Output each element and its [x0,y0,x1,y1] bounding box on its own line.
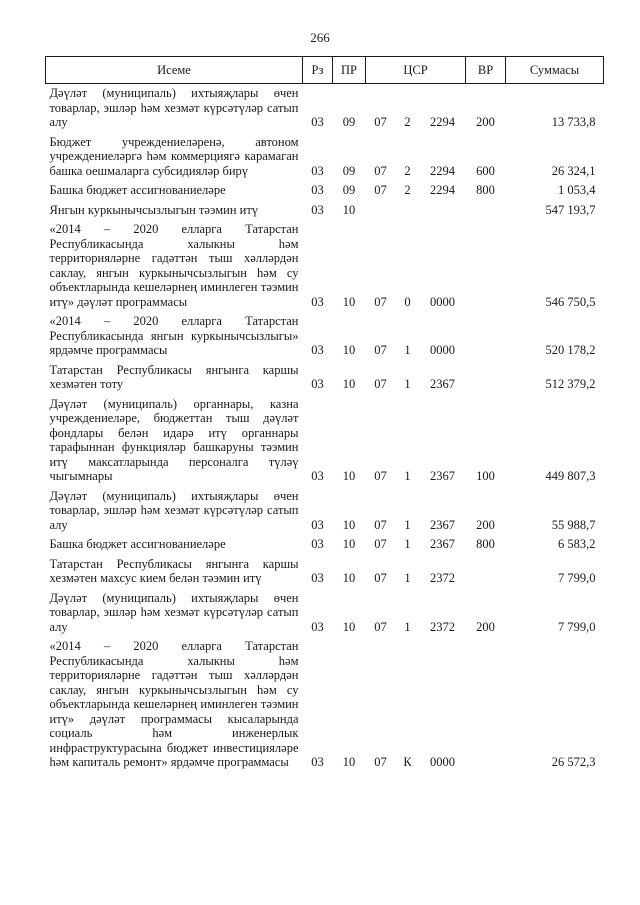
row-csr-part2: 1 [404,469,411,483]
row-sum: 7 799,0 [558,619,596,634]
row-vr: 600 [476,163,495,178]
row-name: Дәүләт (муниципаль) органнары, казна учреждениеләре, бюджеттан тыш дәүләт фондлары белән идарә итү органнары тарафыннан функцияләр башкаруны тәэмин итү максатларында персоналга түләү чыгымнары [49,396,299,483]
row-csr-part3: 0000 [430,343,455,357]
row-csr-part3: 2367 [430,537,455,551]
row-csr-part3: 0000 [430,294,455,309]
row-csr-part3: 0000 [430,755,455,769]
header-rz: Рз [303,57,333,84]
row-rz: 03 [311,469,324,483]
row-rz: 03 [311,537,324,551]
row-sum: 55 988,7 [551,517,596,532]
header-csr: ЦСР [366,57,466,84]
table-row [46,220,604,312]
row-rz: 03 [311,294,324,309]
row-vr [466,361,506,395]
row-vr [466,555,506,589]
row-vr: 800 [476,537,495,551]
row-csr-part2: 2 [404,183,411,197]
row-csr-part1: 07 [374,571,387,585]
row-name: Бюджет учреждениеләренә, автоном учреждениеләргә һәм коммерциягә карамаган башка оешмаларга субсидияләр бирү [49,134,299,178]
row-name: Татарстан Республикасы янгынга каршы хезмәтен махсус кием белән тәэмин итү [49,556,299,585]
row-sum: 6 583,2 [558,537,596,551]
row-csr-part1: 07 [374,294,387,309]
row-pr: 10 [342,377,356,391]
row-name: «2014 – 2020 елларга Татарстан Республикасында халыкны һәм территорияләрне гадәттән тыш хәлләрдән саклау, янгын куркынычсызлыгын һәм су объектларында кешеләрнең иминлеген тәэмин итү» дәүләт программасы кысаларында социаль һәм инженерлык инфраструктурасына бюджет инвестицияләре һәм капиталь ремонт» ярдәмче программасы [49,639,299,769]
row-csr-part3: 2294 [430,183,455,197]
row-csr-part1: 07 [374,619,387,634]
row-sum: 7 799,0 [558,571,596,585]
row-name: Дәүләт (муниципаль) ихтыяҗлары өчен товарлар, эшләр һәм хезмәт күрсәтүләр сатып алу [49,488,299,532]
row-pr: 10 [342,517,356,532]
row-csr-part1: 07 [374,343,387,357]
row-csr-part3: 2367 [430,469,455,483]
row-csr-part3: 2294 [430,163,455,178]
row-pr: 10 [342,202,356,217]
row-sum: 26 324,1 [551,163,596,178]
row-sum: 449 807,3 [545,469,596,483]
header-pr: ПР [333,57,366,84]
row-pr: 09 [342,115,356,129]
row-rz: 03 [311,571,324,585]
table-row [46,395,604,487]
row-sum: 13 733,8 [551,115,596,129]
row-name: «2014 – 2020 елларга Татарстан Республикасында янгын куркынычсызлыгы» ярдәмче программасы [49,314,299,357]
row-csr-part3: 2372 [430,571,455,585]
row-csr-part3: 2367 [430,517,455,532]
table-row [46,84,604,133]
row-rz: 03 [311,202,324,217]
row-csr-part2: 2 [404,163,411,178]
table-row [46,555,604,589]
row-csr-part2: 0 [404,294,411,309]
row-csr-part1 [366,201,396,221]
page-number: 266 [310,30,330,45]
row-name: Татарстан Республикасы янгынга каршы хезмәтен тоту [49,362,299,391]
table-row [46,133,604,182]
row-csr-part1: 07 [374,537,387,551]
row-csr-part2: 1 [404,377,411,391]
row-rz: 03 [311,343,324,357]
row-pr: 10 [342,469,356,483]
table-row [46,637,604,773]
row-pr: 09 [342,183,356,197]
row-vr: 200 [476,517,495,532]
row-pr: 10 [342,294,356,309]
row-csr-part1: 07 [374,115,387,129]
row-csr-part1: 07 [374,469,387,483]
row-rz: 03 [311,755,324,769]
row-csr-part2: 1 [404,517,411,532]
table-row [46,361,604,395]
row-csr-part3: 2294 [430,115,455,129]
row-csr-part1: 07 [374,163,387,178]
header-name: Исеме [46,57,303,84]
row-csr-part2: 2 [404,115,411,129]
row-rz: 03 [311,517,324,532]
row-pr: 10 [342,537,356,551]
row-sum: 520 178,2 [545,343,596,357]
table-row [46,181,604,201]
row-sum: 512 379,2 [545,377,596,391]
row-name: Янгын куркынычсызлыгын тәэмин итү [49,202,259,217]
row-sum: 1 053,4 [558,183,596,197]
row-name: Дәүләт (муниципаль) ихтыяҗлары өчен товарлар, эшләр һәм хезмәт күрсәтүләр сатып алу [49,86,299,129]
row-csr-part1: 07 [374,517,387,532]
row-csr-part1: 07 [374,377,387,391]
budget-table [45,56,604,773]
row-pr: 10 [342,619,356,634]
row-csr-part2: К [403,755,412,769]
row-pr: 10 [342,571,356,585]
row-rz: 03 [311,163,324,178]
row-vr [466,637,506,773]
row-vr [466,220,506,312]
row-csr-part2: 1 [404,343,411,357]
row-csr-part2: 1 [404,537,411,551]
row-name: «2014 – 2020 елларга Татарстан Республикасында халыкны һәм территорияләрне гадәттән тыш хәлләрдән саклау, янгын куркынычсызлыгын һәм су объектларында кешеләрнең иминлеген тәэмин итү» дәүләт программасы [49,222,299,309]
table-row [46,201,604,221]
row-rz: 03 [311,377,324,391]
row-name: Дәүләт (муниципаль) ихтыяҗлары өчен товарлар, эшләр һәм хезмәт күрсәтүләр сатып алу [49,590,299,634]
row-csr-part3: 2367 [430,377,455,391]
row-vr [466,312,506,361]
row-rz: 03 [311,115,324,129]
row-rz: 03 [311,183,324,197]
table-row [46,312,604,361]
row-csr-part1: 07 [374,183,387,197]
row-vr: 200 [476,115,495,129]
table-header-row [46,57,604,84]
row-vr: 100 [476,469,495,483]
row-pr: 09 [342,163,356,178]
table-row [46,487,604,536]
row-csr-part3: 2372 [430,619,455,634]
row-pr: 10 [342,755,356,769]
row-sum: 547 193,7 [545,202,596,217]
table-row [46,535,604,555]
table-row [46,589,604,638]
row-sum: 546 750,5 [545,294,596,309]
header-sum: Суммасы [506,57,604,84]
row-vr: 200 [476,619,495,634]
row-name: Башка бюджет ассигнованиеләре [49,183,226,197]
header-vr: ВР [466,57,506,84]
row-sum: 26 572,3 [551,755,596,769]
row-vr: 800 [476,183,495,197]
row-vr [466,201,506,221]
row-csr-part3 [420,201,466,221]
row-rz: 03 [311,619,324,634]
row-csr-part2: 1 [404,619,411,634]
row-csr-part2: 1 [404,571,411,585]
row-pr: 10 [342,343,356,357]
row-name: Башка бюджет ассигнованиеләре [49,537,226,551]
row-csr-part1: 07 [374,755,387,769]
row-csr-part2 [396,201,420,221]
